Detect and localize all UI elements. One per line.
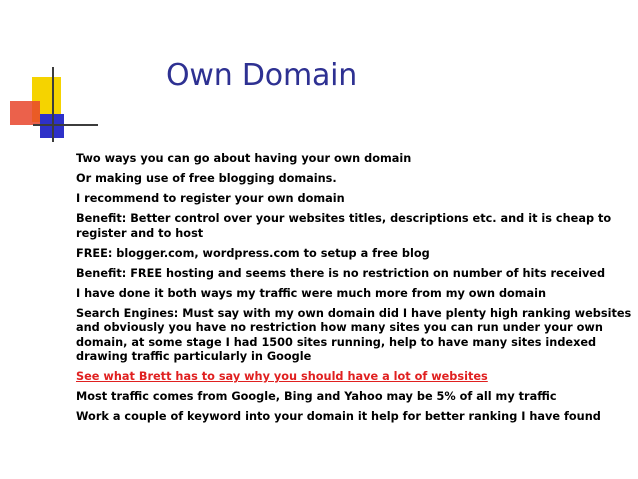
slide-body [76, 152, 632, 430]
bullet-benefit-hosting: Benefit: FREE hosting and seems there is no restriction on number of hits received [76, 266, 606, 280]
bullet-two-ways: Two ways you can go about having your own domain [76, 152, 412, 165]
bullet-benefit-control: Benefit: Better control over your websites titles, descriptions etc. and it is cheap to register and to host [76, 212, 612, 240]
slide-title: Own Domain [166, 58, 358, 93]
bullet-both-ways: I have done it both ways my traffic were much more from my own domain [76, 286, 547, 300]
bullet-free-blogs: FREE: blogger.com, wordpress.com to setup a free blog [76, 246, 430, 260]
bullet-search-engines: Search Engines: Must say with my own domain did I have plenty high ranking websites and obviously you have no restriction how many sites you can run under your own domain, at some stage I had 1500 sites running, help to have many sites indexed drawing traffic particularly in Google [76, 306, 632, 363]
bullet-recommend: I recommend to register your own domain [76, 192, 345, 205]
decor-red-square [10, 101, 40, 125]
corner-decoration [0, 0, 100, 150]
bullet-keyword-domain: Work a couple of keyword into your domain it help for better ranking I have found [76, 410, 601, 423]
bullet-traffic-sources: Most traffic comes from Google, Bing and Yahoo may be 5% of all my traffic [76, 390, 557, 403]
brett-websites-link[interactable]: See what Brett has to say why you should have a lot of websites [76, 370, 488, 383]
bullet-free-blogging: Or making use of free blogging domains. [76, 172, 337, 185]
